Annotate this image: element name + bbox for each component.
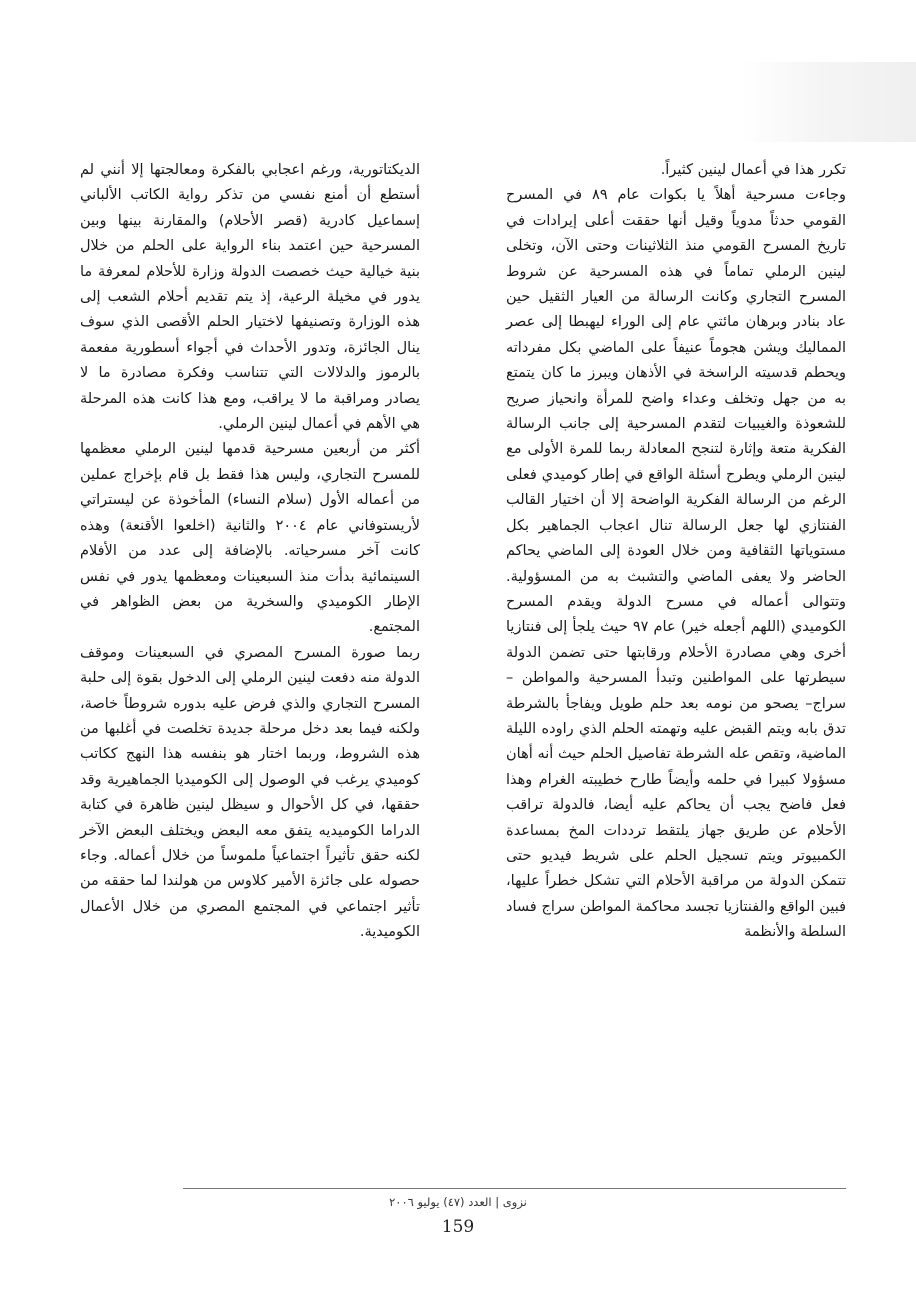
article-paragraph: وجاءت مسرحية أهلاً يا بكوات عام ٨٩ في المسرح القومي حدثاً مدوياً وقيل أنها حققت أعلى إيرادات في تاريخ المسرح القومي منذ الثلاثينات وحتى الآن، وتخلى لينين الرملي تماماً في هذه المسرحية عن شروط المسرح التجاري وكانت الرسالة من العيار الثقيل حين عاد بنادر وبرهان مائتي عام إلى الوراء ليهبطا إلى عصر المماليك ويشن هجوماً عنيفاً على الماضي بكل مفرداته ويحطم قدسيته الراسخة في الأذهان ويبرز ما كان يتمتع به من جهل وتخلف وعداء واضح للمرأة وانحياز صريح للشعوذة والغيبيات لتقدم المسرحية إلى جانب الرسالة الفكرية متعة وإثارة لتنجح المعادلة ربما للمرة الأولى مع لينين الرملي ويطرح أسئلة الواقع في إطار كوميدي فعلى الرغم من الرسالة الفكرية الواضحة إلا أن اختيار القالب الفنتازي لها جعل الرسالة تنال اعجاب الجماهير بكل مستوياتها الثقافية ومن خلال العودة إلى الماضي يحاكم الحاضر ولا يعفى الماضي والتشبث به من المسؤولية. وتتوالى أعماله في مسرح الدولة ويقدم المسرح الكوميدي (اللهم أجعله خير) عام ٩٧ حيث يلجأ إلى فنتازيا أخرى وهي مصادرة الأحلام ورقابتها حتى تضمن الدولة سيطرتها على المواطنين وتبدأ المسرحية والمواطن – سراج– يصحو من نومه بعد حلم طويل ويفاجأ بالشرطة تدق بابه ويتم القبض عليه وتهمته الحلم الذي راوده الليلة الماضية، وتقص عله الشرطة تفاصيل الحلم حيث أنه أهان مسؤولا كبيرا في حلمه وأيضاً طارح خطيبته الغرام وهذا فعل فاضح يجب أن يحاكم عليه أيضا، فالدولة تراقب الأحلام عن طريق جهاز يلتقط ترددات المخ بمساعدة الكمبيوتر ويتم تسجيل الحلم على شريط فيديو حتى تتمكن الدولة من مراقبة الأحلام التي تشكل خطراً عليها، فبين الواقع والفنتازيا تجسد محاكمة المواطن سراج فساد السلطة والأنظمة <box>506 187 847 941</box>
article-paragraph: أكثر من أربعين مسرحية قدمها لينين الرملي معظمها للمسرح التجاري، وليس هذا فقط بل قام بإخراج عملين من أعماله الأول (سلام النساء) المأخوذة عن ليستراتي لأريستوفاني عام ٢٠٠٤ والثانية (اخلعوا الأقنعة) وهذه كانت آخر مسرحياته. بالإضافة إلى عدد من الأفلام السينمائية بدأت منذ السبعينات ومعظمها يدور في نفس الإطار الكوميدي والسخرية من بعض الظواهر في المجتمع. <box>80 441 420 636</box>
article-paragraph: الديكتاتورية، ورغم اعجابي بالفكرة ومعالجتها إلا أنني لم أستطع أن أمنع نفسي من تذكر رواية الكاتب الألباني إسماعيل كادرية (قصر الأحلام) والمقارنة بينها وبين المسرحية حين اعتمد بناء الرواية على الحلم من خلال بنية خيالية حيث خصصت الدولة وزارة للأحلام لمعرفة ما يدور في مخيلة الرعية، إذ يتم تقديم أحلام الشعب إلى هذه الوزارة وتصنيفها لاختيار الحلم الأقصى الذي سوف ينال الجائزة، وتدور الأحداث في أجواء أسطورية مفعمة بالرموز والدلالات التي تتناسب وفكرة مصادرة ما لا يصادر ومراقبة ما لا يراقب، ومع هذا كانت هذه المرحلة هي الأهم في أعمال لينين الرملي. <box>80 162 420 433</box>
article-paragraph: ربما صورة المسرح المصري في السبعينات وموقف الدولة منه دفعت لينين الرملي إلى الدخول بقوة إلى حلبة المسرح التجاري والذي فرض عليه بدوره شروطاً خاصة، ولكنه فيما بعد دخل مرحلة جديدة تخلصت في أغلبها من هذه الشروط، وربما اختار هو بنفسه هذا النهج ككاتب كوميدي يرغب في الوصول إلى الكوميديا الجماهيرية وقد حققها، في كل الأحوال و سيظل لينين ظاهرة في كتابة الدراما الكوميديه يتفق معه البعض ويختلف البعض الآخر لكنه حقق تأثيراً اجتماعياً ملموساً من خلال أعماله. وجاء حصوله على جائزة الأمير كلاوس من هولندا لما حققه من تأثير اجتماعي في المجتمع المصري من خلال الأعمال الكوميدية. <box>80 644 420 941</box>
article-paragraph: تكرر هذا في أعمال لينين كثيراً. <box>660 162 846 178</box>
article-column-right <box>506 158 846 946</box>
footer-caption: نزوى | العدد (٤٧) يوليو ٢٠٠٦ <box>389 1195 527 1209</box>
footer-divider <box>183 1188 846 1189</box>
page-number: 159 <box>441 1217 475 1237</box>
article-column-left <box>80 158 420 946</box>
corner-ink-mark <box>740 62 916 142</box>
